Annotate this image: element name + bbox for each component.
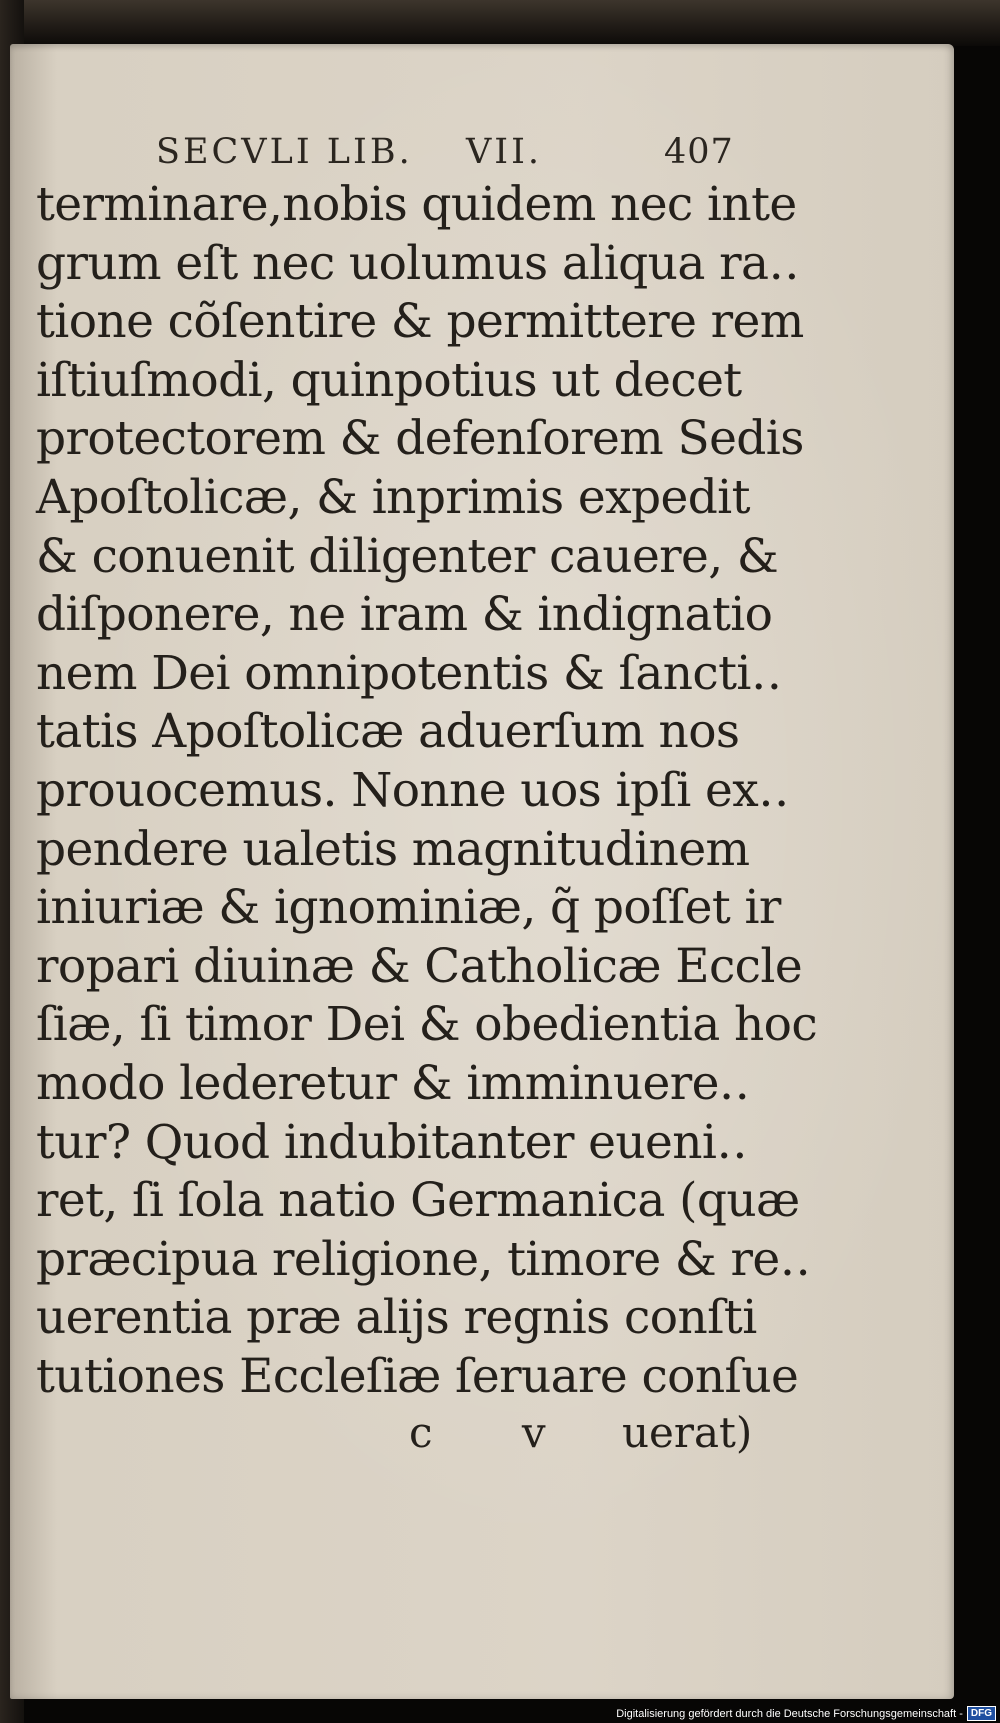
text-line: tatis Apoſtolicæ aduerſum nos (36, 704, 740, 760)
text-line: protectorem & defenſorem Sedis (36, 411, 804, 467)
text-line: diſponere, ne iram & indignatio (36, 587, 773, 643)
page-number: 407 (664, 132, 734, 172)
text-line: terminare,nobis quidem nec inte (36, 177, 797, 232)
running-head-title: SECVLI LIB. (156, 132, 413, 172)
book-page (10, 44, 954, 1699)
running-head (36, 114, 736, 176)
footer-text: Digitalisierung gefördert durch die Deutsche Forschungsgemeinschaft - (616, 1707, 963, 1720)
text-line: tione cõſentire & permittere rem (36, 294, 804, 350)
book-top-edge (0, 0, 1000, 46)
text-line: pendere ualetis magnitudinem (36, 821, 750, 877)
body-text (36, 176, 818, 1406)
text-line: & conuenit diligenter cauere, & (36, 528, 779, 584)
text-line: uerentia præ alijs regnis conſti (36, 1290, 757, 1346)
dfg-logo: DFG (967, 1706, 996, 1721)
text-line: modo lederetur & imminuere‥ (36, 1055, 750, 1111)
catchword: uerat) (622, 1408, 753, 1458)
text-line: ropari diuinæ & Catholicæ Eccle (36, 938, 803, 994)
text-line: nem Dei omnipotentis & ſancti‥ (36, 645, 782, 701)
page-text-block (36, 114, 818, 1468)
text-line: Apoſtolicæ, & inprimis expedit (36, 469, 750, 525)
text-line: prouocemus. Nonne uos ipſi ex‥ (36, 762, 789, 818)
text-line: tur? Quod indubitanter eueni‥ (36, 1114, 748, 1170)
signature-mark: c v (409, 1408, 584, 1458)
text-line: ſiæ, ſi timor Dei & obedientia hoc (36, 997, 818, 1053)
text-line: iſtiuſmodi, quinpotius ut decet (36, 352, 742, 408)
text-line: tutiones Eccleſiæ ſeruare conſue (36, 1348, 799, 1404)
signature-line (36, 1408, 753, 1468)
text-line: iniuriæ & ignominiæ, q̃ poſſet ir (36, 880, 781, 936)
text-line: ret, ſi ſola natio Germanica (quæ (36, 1173, 800, 1229)
running-head-book: VII. (466, 132, 543, 172)
text-line: grum eſt nec uolumus aliqua ra‥ (36, 235, 800, 291)
text-line: præcipua religione, timore & re‥ (36, 1231, 811, 1287)
digitization-footer (616, 1706, 996, 1721)
